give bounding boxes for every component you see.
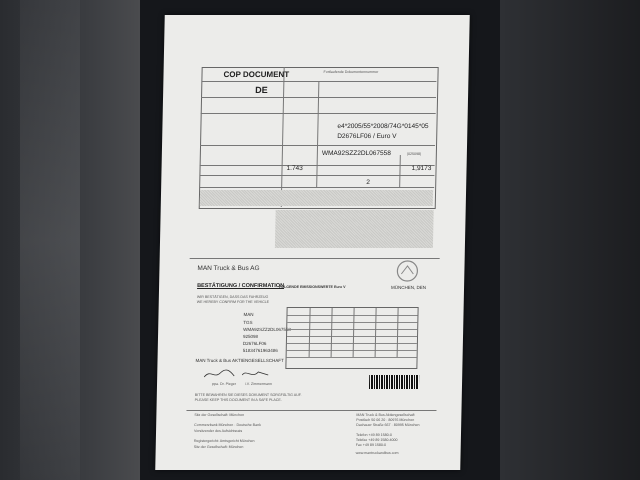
country-code: DE bbox=[255, 85, 268, 95]
shaded-stamp-area bbox=[275, 210, 434, 248]
document-title: COP DOCUMENT bbox=[223, 70, 290, 79]
confirmation-title: BESTÄTIGUNG / CONFIRMATION bbox=[197, 283, 285, 289]
header-label: Fortlaufende Dokumentennummer bbox=[323, 70, 379, 74]
handwritten-signature bbox=[202, 367, 272, 381]
table-surface-right bbox=[500, 0, 640, 480]
man-logo-icon bbox=[396, 260, 418, 282]
signature-1: ppa. Dr. Pieger bbox=[211, 382, 237, 386]
emission-value-left: 1.743 bbox=[286, 165, 303, 172]
emission-grid bbox=[285, 307, 418, 369]
barcode bbox=[369, 375, 419, 389]
footer-left: Sitz der Gesellschaft: München bbox=[194, 413, 245, 417]
count-value: 2 bbox=[366, 179, 370, 186]
shaded-row bbox=[200, 190, 433, 206]
vin-suffix: (025098) bbox=[406, 152, 422, 156]
company-name: MAN Truck & Bus AG bbox=[197, 265, 260, 272]
engine-code: D2676LF06 / Euro V bbox=[337, 133, 397, 140]
confirm-code: 925098 bbox=[242, 334, 259, 339]
signature-2: i.V. Zimmermann bbox=[244, 382, 273, 386]
footer-right: MAN Truck & Bus Aktiengesellschaft bbox=[356, 413, 415, 417]
confirm-type: TGS bbox=[243, 320, 253, 325]
approval-number: e4*2005/55*2008/74G*0145*05 bbox=[337, 123, 429, 130]
confirm-engine: D2676LF06 bbox=[242, 341, 267, 346]
emission-value-right: 1,9173 bbox=[411, 165, 432, 172]
footer-web: www.mantruckandbus.com bbox=[355, 451, 399, 455]
confirm-make: MAN bbox=[243, 312, 254, 317]
confirm-vin: WMA92SZZ2DL067558 bbox=[243, 327, 292, 332]
location-label: MÜNCHEN, DEN bbox=[391, 285, 427, 290]
table-surface-left bbox=[0, 0, 140, 480]
confirm-number: 51834761963486 bbox=[242, 348, 278, 353]
signature-company: MAN Truck & Bus AKTIENGESELLSCHAFT bbox=[195, 358, 284, 363]
cop-document-sheet: COP DOCUMENT Fortlaufende Dokumentennummer DE e4*2005/55*2008/74G*0145*05 D2676LF06 / Euro V WMA92SZZ2DL067558 (025098) 1.743 1,9173 2 MAN Truck & Bus AG BESTÄTIGUNG / CONFIRMATION MÜNCHEN, DEN FOLGENDE EMISSIONSWERTE Euro V WIR BESTÄTIGEN, DASS DAS FAHRZEUG WE HEREBY CONFIRM FOR THE VEHICLE MAN TGS WMA92SZZ2DL067558 925098 D2676LF06 51834761963486 MAN Truck & Bus AKTIENGESELLSCHAFT ppa. Dr. Pieger i.V. Zimmermann BITTE BEWAHREN SIE DIESES DOKUMENT SORGFÄLTIG AUF. PLEASE KEEP THIS DOCUMENT IN A SAFE PLACE. Sitz der Gesellschaft: München Commerzbank München · Deutsche Bank Vorsitzender des Aufsichtsrats Registergericht: Amtsgericht München Sitz der Gesellschaft: München MAN Truck & Bus Aktiengesellschaft Postfach 50 06 20 · 80976 München Dachauer Straße 667 · 80995 München Telefon +49 89 1580-0 Telefax +49 89 1580-4000 Fax +49 89 1580-0 www.mantruckandbus.com bbox=[155, 15, 470, 470]
vin-number: WMA92SZZ2DL067558 bbox=[321, 150, 391, 157]
emission-class-label: FOLGENDE EMISSIONSWERTE Euro V bbox=[279, 285, 346, 289]
